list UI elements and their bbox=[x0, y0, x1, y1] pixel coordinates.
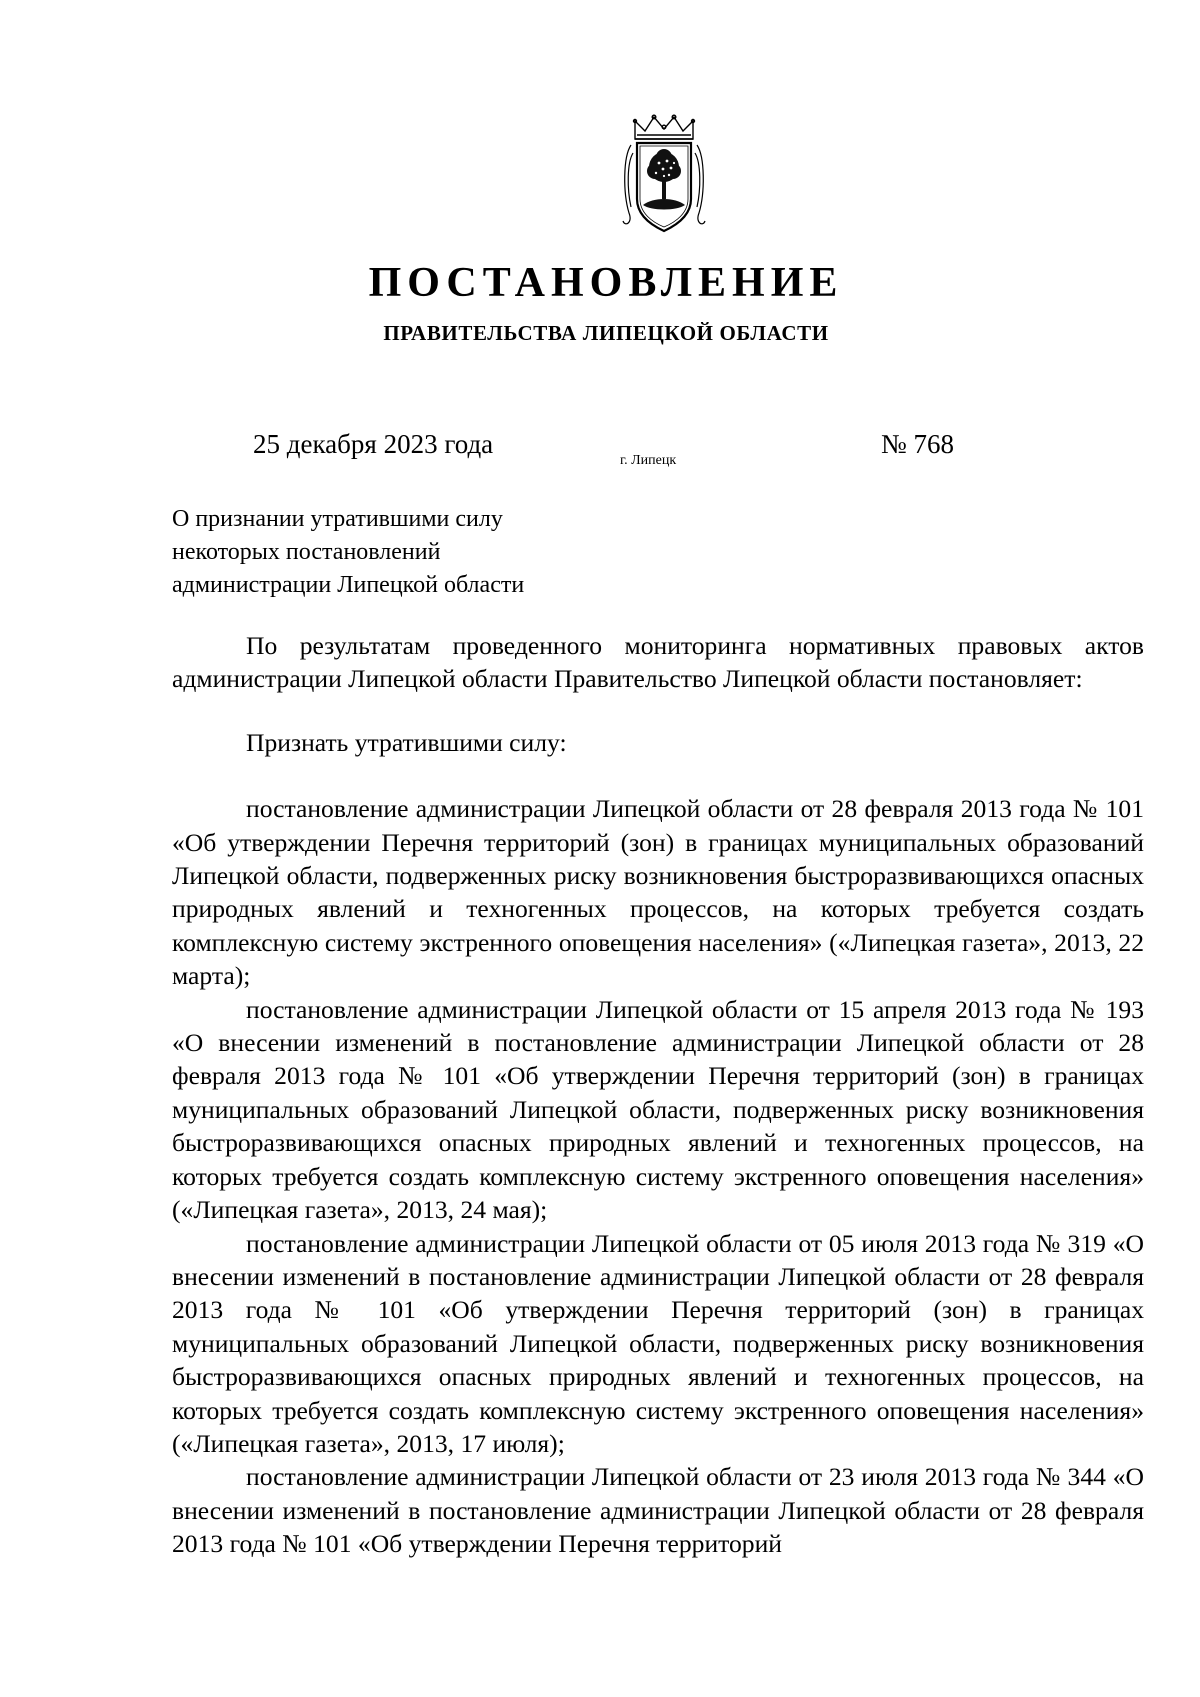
resolution-paragraph: Признать утратившими силу: bbox=[246, 727, 567, 757]
document-number: № 768 bbox=[881, 429, 955, 459]
document-date: 25 декабря 2023 года bbox=[253, 429, 494, 459]
subject-line: некоторых постановлений bbox=[172, 539, 441, 565]
repealed-act-item: постановление администрации Липецкой области от 15 апреля 2013 года № 193 «О внесении изменений в постановление администрации Липецкой области от 28 февраля 2013 года № 101 «Об утверждении Перечня территорий (зон) в границах муниципальных образований Липецкой области, подверженных риску возникновения быстроразвивающихся опасных природных явлений и техногенных процессов, на которых требуется создать комплексную систему экстренного оповещения населения» («Липецкая газета», 2013, 24 мая); bbox=[172, 994, 1144, 1225]
preamble-paragraph: По результатам проведенного мониторинга нормативных правовых актов администрации Липецкой области Правительство Липецкой области постановляет: bbox=[172, 631, 1144, 694]
subject-line: администрации Липецкой области bbox=[172, 572, 525, 598]
document-title: ПОСТАНОВЛЕНИЕ bbox=[368, 260, 844, 306]
document-body bbox=[172, 629, 1144, 1561]
document-place: г. Липецк bbox=[620, 453, 677, 468]
repealed-act-item: постановление администрации Липецкой области от 05 июля 2013 года № 319 «О внесении изменений в постановление администрации Липецкой области от 28 февраля 2013 года № 101 «Об утверждении Перечня территорий (зон) в границах муниципальных образований Липецкой области, подверженных риску возникновения быстроразвивающихся опасных природных явлений и техногенных процессов, на которых требуется создать комплексную систему экстренного оповещения населения» («Липецкая газета», 2013, 17 июля); bbox=[172, 1228, 1144, 1458]
repealed-act-item: постановление администрации Липецкой области от 28 февраля 2013 года № 101 «Об утверждении Перечня территорий (зон) в границах муниципальных образований Липецкой области, подверженных риску возникновения быстроразвивающихся опасных природных явлений и техногенных процессов, на которых требуется создать комплексную систему экстренного оповещения населения» («Липецкая газета», 2013, 22 марта); bbox=[172, 794, 1144, 991]
document-subject bbox=[172, 503, 524, 602]
subject-line: О признании утратившими силу bbox=[172, 506, 503, 532]
repealed-act-item: постановление администрации Липецкой области от 23 июля 2013 года № 344 «О внесении изменений в постановление администрации Липецкой области от 28 февраля 2013 года № 101 «Об утверждении Перечня территорий bbox=[172, 1462, 1144, 1559]
lipetsk-coat-of-arms-icon bbox=[621, 113, 707, 237]
document-issuer: ПРАВИТЕЛЬСТВА ЛИПЕЦКОЙ ОБЛАСТИ bbox=[383, 321, 829, 345]
